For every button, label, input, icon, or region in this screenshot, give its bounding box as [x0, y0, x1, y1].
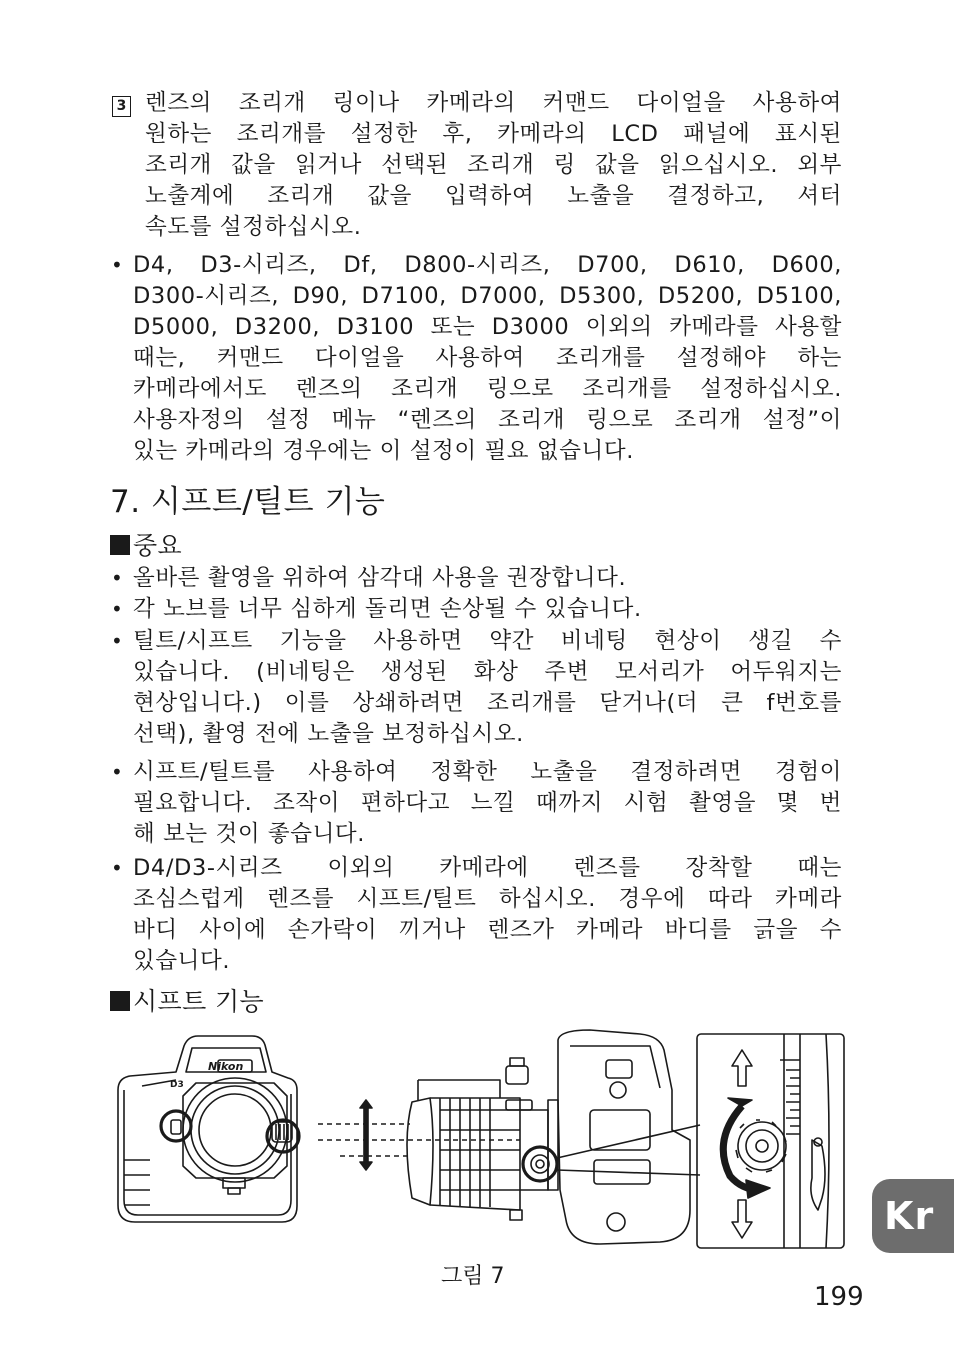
step3-line: 노출계에 조리개 값을 입력하여 노출을 결정하고, 셔터 [145, 183, 842, 209]
note-line: 때는, 커맨드 다이얼을 사용하여 조리개를 설정해야 하는 [133, 345, 842, 371]
body-label: D3 [170, 1080, 184, 1090]
important-line: 있습니다. [133, 948, 231, 974]
note-line: 사용자정의 설정 메뉴 “렌즈의 조리개 링으로 조리개 설정”이 [133, 407, 842, 433]
bullet-dot: • [111, 253, 123, 277]
figure-caption: 그림 7 [441, 1264, 505, 1289]
step3-line: 조리개 값을 읽거나 선택된 조리개 링 값을 읽으십시오. 외부 [145, 152, 842, 178]
bullet-dot: • [111, 597, 123, 621]
important-title: 중요 [133, 531, 183, 560]
step3-line: 원하는 조리개를 설정한 후, 카메라의 LCD 패널에 표시된 [145, 121, 842, 147]
section-title: 7. 시프트/틸트 기능 [110, 484, 386, 520]
bullet-dot: • [111, 760, 123, 784]
page-number: 199 [814, 1282, 864, 1312]
step3-line: 렌즈의 조리개 링이나 카메라의 커맨드 다이얼을 사용하여 [145, 90, 842, 116]
important-line: 올바른 촬영을 위하여 삼각대 사용을 권장합니다. [133, 565, 627, 591]
important-line: 필요합니다. 조작이 편하다고 느낄 때까지 시험 촬영을 몇 번 [133, 790, 842, 816]
important-line: 현상입니다.) 이를 상쇄하려면 조리개를 닫거나(더 큰 f번호를 [133, 690, 842, 716]
note-line: 있는 카메라의 경우에는 이 설정이 필요 없습니다. [133, 438, 634, 464]
important-line: 시프트/틸트를 사용하여 정확한 노출을 결정하려면 경험이 [133, 759, 842, 785]
important-line: D4/D3-시리즈 이외의 카메라에 렌즈를 장착할 때는 [133, 855, 842, 881]
brand-label: Nikon [208, 1060, 244, 1073]
note-line: D300-시리즈, D90, D7100, D7000, D5300, D5200, D5100, [133, 283, 842, 309]
important-line: 해 보는 것이 좋습니다. [133, 821, 366, 847]
note-line: D4, D3-시리즈, Df, D800-시리즈, D700, D610, D600, [133, 252, 842, 278]
note-line: D5000, D3200, D3100 또는 D3000 이외의 카메라를 사용할 [133, 314, 842, 340]
note-line: 카메라에서도 렌즈의 조리개 링으로 조리개를 설정하십시오. [133, 376, 842, 402]
bullet-dot: • [111, 629, 123, 653]
bullet-dot: • [111, 566, 123, 590]
shift-function-title: 시프트 기능 [133, 987, 265, 1016]
bullet-dot: • [111, 856, 123, 880]
camera-front-view [118, 1036, 299, 1222]
step3-line: 속도를 설정하십시오. [145, 214, 362, 240]
important-line: 틸트/시프트 기능을 사용하면 약간 비네팅 현상이 생길 수 [133, 628, 842, 654]
important-line: 바디 사이에 손가락이 끼거나 렌즈가 카메라 바디를 긁을 수 [133, 917, 842, 943]
important-line: 선택), 촬영 전에 노출을 보정하십시오. [133, 721, 524, 747]
important-line: 조심스럽게 렌즈를 시프트/틸트 하십시오. 경우에 따라 카메라 [133, 886, 842, 912]
camera-side-view [407, 1030, 700, 1244]
language-tab: Kr [872, 1179, 954, 1253]
important-line: 있습니다. (비네팅은 생성된 화상 주변 모서리가 어두워지는 [133, 659, 842, 685]
knob-closeup [697, 1034, 844, 1248]
important-line: 각 노브를 너무 심하게 돌리면 손상될 수 있습니다. [133, 596, 642, 622]
step-number-badge: 3 [112, 96, 131, 117]
